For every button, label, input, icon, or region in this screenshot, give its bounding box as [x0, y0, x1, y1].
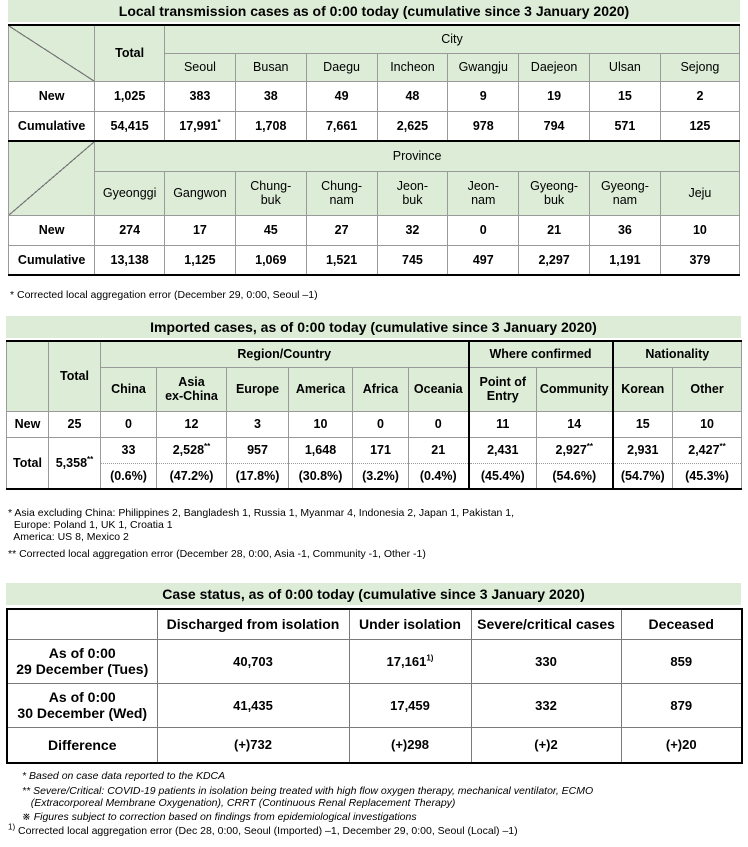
imported-note: America: US 8, Mexico 2 [8, 531, 129, 543]
imported-col-header: Point of Entry [469, 367, 537, 411]
imported-percent: (3.2%) [353, 463, 409, 489]
imported-total: 171 [353, 437, 409, 463]
status-header: Severe/critical cases [471, 609, 621, 639]
status-difference: (+)20 [621, 727, 742, 763]
province-cumulative: 13,138 [95, 245, 165, 275]
status-row-label: As of 0:00 29 December (Tues) [7, 639, 157, 683]
imported-percent-row [7, 463, 742, 489]
imported-percent: (45.4%) [469, 463, 537, 489]
province-new: 274 [95, 215, 165, 245]
city-new: 49 [306, 81, 377, 111]
province-new: 10 [660, 215, 739, 245]
status-note-last: $^{1)}$ Corrected local aggregation error (Dec 28, 0:00, Seoul (Imported) –1, December 29, 0:00, Seoul (Local) –1) [8, 822, 518, 837]
imported-table [6, 340, 742, 490]
status-note: * Based on case data reported to the KDCA [22, 770, 226, 782]
status-corner-cell [7, 609, 157, 639]
imported-percent: (0.6%) [101, 463, 157, 489]
imported-new: 0 [353, 411, 409, 437]
imported-title: Imported cases, as of 0:00 today (cumulative since 3 January 2020) [6, 316, 741, 338]
footnote-mark: 1) [8, 822, 16, 832]
city-cumulative: 125 [660, 111, 739, 141]
city-new: 9 [448, 81, 519, 111]
local-city-cum-row [9, 111, 740, 141]
status-row [7, 639, 742, 683]
city-name: Gwangju [448, 53, 519, 81]
imported-percent: (47.2%) [157, 463, 227, 489]
imported-note: * Asia excluding China: Philippines 2, Bangladesh 1, Russia 1, Myanmar 4, Indonesia 2, Japan 1, Pakistan 1, [8, 507, 515, 519]
imported-total: 2,427** [673, 437, 742, 463]
status-difference: (+)732 [157, 727, 349, 763]
status-value: 330 [471, 639, 621, 683]
local-city-header: City [165, 25, 740, 53]
imported-total: 2,931 [613, 437, 673, 463]
province-cumulative: 1,521 [306, 245, 377, 275]
imported-col-header: Other [673, 367, 742, 411]
province-name: Chung- buk [235, 171, 306, 215]
imported-new: 0 [101, 411, 157, 437]
province-cumulative: 1,069 [235, 245, 306, 275]
status-row-label: As of 0:00 30 December (Wed) [7, 683, 157, 727]
status-table [6, 608, 743, 764]
province-name: Gyeong- nam [590, 171, 661, 215]
imported-note: ** Corrected local aggregation error (December 28, 0:00, Asia -1, Community -1, Other -1) [8, 548, 426, 560]
imported-new: 10 [673, 411, 742, 437]
province-cumulative: 497 [448, 245, 519, 275]
city-cumulative: 1,708 [235, 111, 306, 141]
province-new: 0 [448, 215, 519, 245]
imported-new: 12 [157, 411, 227, 437]
imported-total-row [7, 437, 742, 463]
local-footnote: * Corrected local aggregation error (December 29, 0:00, Seoul –1) [10, 289, 318, 301]
province-new: 36 [590, 215, 661, 245]
imported-new: 3 [227, 411, 289, 437]
row-label: New [7, 411, 49, 437]
footnote-mark: ** [87, 454, 94, 464]
imported-percent: (30.8%) [289, 463, 353, 489]
local-corner-cell [9, 25, 95, 81]
imported-new: 15 [613, 411, 673, 437]
local-province-new-row [9, 215, 740, 245]
imported-percent: (54.7%) [613, 463, 673, 489]
city-new: 38 [235, 81, 306, 111]
city-new: 383 [165, 81, 236, 111]
status-value: 41,435 [157, 683, 349, 727]
province-name: Gyeong- buk [519, 171, 590, 215]
imported-total: 2,927** [537, 437, 613, 463]
city-cumulative: 2,625 [377, 111, 448, 141]
province-name: Jeon- buk [377, 171, 448, 215]
city-cumulative: 794 [519, 111, 590, 141]
imported-new-row [7, 411, 742, 437]
imported-percent: (17.8%) [227, 463, 289, 489]
imported-total: 33 [101, 437, 157, 463]
imported-new: 11 [469, 411, 537, 437]
imported-percent: (45.3%) [673, 463, 742, 489]
province-name: Jeju [660, 171, 739, 215]
status-note: ** Severe/Critical: COVID-19 patients in isolation being treated with high flow oxygen therapy, mechanical ventilator, ECMO [22, 785, 594, 797]
province-cumulative: 2,297 [519, 245, 590, 275]
local-province-names-row [9, 171, 740, 215]
imported-region-header: Region/Country [101, 341, 469, 367]
imported-total: 1,648 [289, 437, 353, 463]
status-header: Discharged from isolation [157, 609, 349, 639]
imported-col-header: America [289, 367, 353, 411]
imported-total-all: 5,358** [49, 437, 101, 489]
status-row-label: Difference [7, 727, 157, 763]
status-row [7, 683, 742, 727]
imported-new: 14 [537, 411, 613, 437]
province-cumulative: 379 [660, 245, 739, 275]
city-new: 15 [590, 81, 661, 111]
local-province-corner-cell [9, 141, 95, 215]
imported-col-header: Oceania [409, 367, 469, 411]
imported-col-header: China [101, 367, 157, 411]
status-value: 40,703 [157, 639, 349, 683]
local-province-header: Province [95, 141, 740, 171]
city-new: 48 [377, 81, 448, 111]
local-province-cum-row [9, 245, 740, 275]
footnote-mark: 1) [426, 653, 434, 663]
local-total-cumulative: 54,415 [95, 111, 165, 141]
imported-percent: (54.6%) [537, 463, 613, 489]
imported-total: 957 [227, 437, 289, 463]
status-difference-row [7, 727, 742, 763]
province-name: Gangwon [165, 171, 236, 215]
local-total-header: Total [95, 25, 165, 81]
imported-col-header: Africa [353, 367, 409, 411]
province-name: Chung- nam [306, 171, 377, 215]
status-difference: (+)298 [349, 727, 471, 763]
province-new: 45 [235, 215, 306, 245]
imported-percent: (0.4%) [409, 463, 469, 489]
status-header: Deceased [621, 609, 742, 639]
imported-col-header: Community [537, 367, 613, 411]
province-name: Gyeonggi [95, 171, 165, 215]
imported-total: 2,528** [157, 437, 227, 463]
status-note: ※ Figures subject to correction based on findings from epidemiological investigations [22, 811, 417, 823]
imported-total: 2,431 [469, 437, 537, 463]
imported-nationality-header: Nationality [613, 341, 742, 367]
city-name: Busan [235, 53, 306, 81]
status-value: 332 [471, 683, 621, 727]
imported-new: 0 [409, 411, 469, 437]
status-value: 17,459 [349, 683, 471, 727]
city-name: Daegu [306, 53, 377, 81]
imported-where-header: Where confirmed [469, 341, 613, 367]
imported-total: 21 [409, 437, 469, 463]
imported-col-header: Europe [227, 367, 289, 411]
city-new: 19 [519, 81, 590, 111]
status-value: 17,161$^{1)}$ [349, 639, 471, 683]
local-title: Local transmission cases as of 0:00 today (cumulative since 3 January 2020) [8, 0, 740, 22]
city-new: 2 [660, 81, 739, 111]
footnote-mark: * [217, 117, 221, 127]
city-name: Incheon [377, 53, 448, 81]
row-label: Total [7, 437, 49, 489]
province-new: 21 [519, 215, 590, 245]
status-difference: (+)2 [471, 727, 621, 763]
imported-corner-cell [7, 341, 49, 411]
imported-note: Europe: Poland 1, UK 1, Croatia 1 [8, 519, 173, 531]
imported-total-new: 25 [49, 411, 101, 437]
province-new: 27 [306, 215, 377, 245]
status-header-row [7, 609, 742, 639]
row-label: Cumulative [9, 111, 95, 141]
imported-total-header: Total [49, 341, 101, 411]
province-cumulative: 1,191 [590, 245, 661, 275]
row-label: Cumulative [9, 245, 95, 275]
imported-columns-row [7, 367, 742, 411]
city-cumulative: 17,991* [165, 111, 236, 141]
city-cumulative: 7,661 [306, 111, 377, 141]
province-new: 17 [165, 215, 236, 245]
local-table [8, 24, 740, 276]
local-city-new-row [9, 81, 740, 111]
imported-col-header: Korean [613, 367, 673, 411]
status-header: Under isolation [349, 609, 471, 639]
city-name: Seoul [165, 53, 236, 81]
row-label: New [9, 81, 95, 111]
imported-new: 10 [289, 411, 353, 437]
status-note: (Extracorporeal Membrane Oxygenation), CRRT (Continuous Renal Replacement Therapy) [22, 797, 456, 809]
row-label: New [9, 215, 95, 245]
city-cumulative: 978 [448, 111, 519, 141]
local-total-new: 1,025 [95, 81, 165, 111]
province-cumulative: 1,125 [165, 245, 236, 275]
status-title: Case status, as of 0:00 today (cumulative since 3 January 2020) [6, 583, 741, 605]
province-new: 32 [377, 215, 448, 245]
province-name: Jeon- nam [448, 171, 519, 215]
city-name: Daejeon [519, 53, 590, 81]
status-value: 859 [621, 639, 742, 683]
imported-col-header: Asia ex-China [157, 367, 227, 411]
city-name: Sejong [660, 53, 739, 81]
city-cumulative: 571 [590, 111, 661, 141]
city-name: Ulsan [590, 53, 661, 81]
province-cumulative: 745 [377, 245, 448, 275]
status-value: 879 [621, 683, 742, 727]
